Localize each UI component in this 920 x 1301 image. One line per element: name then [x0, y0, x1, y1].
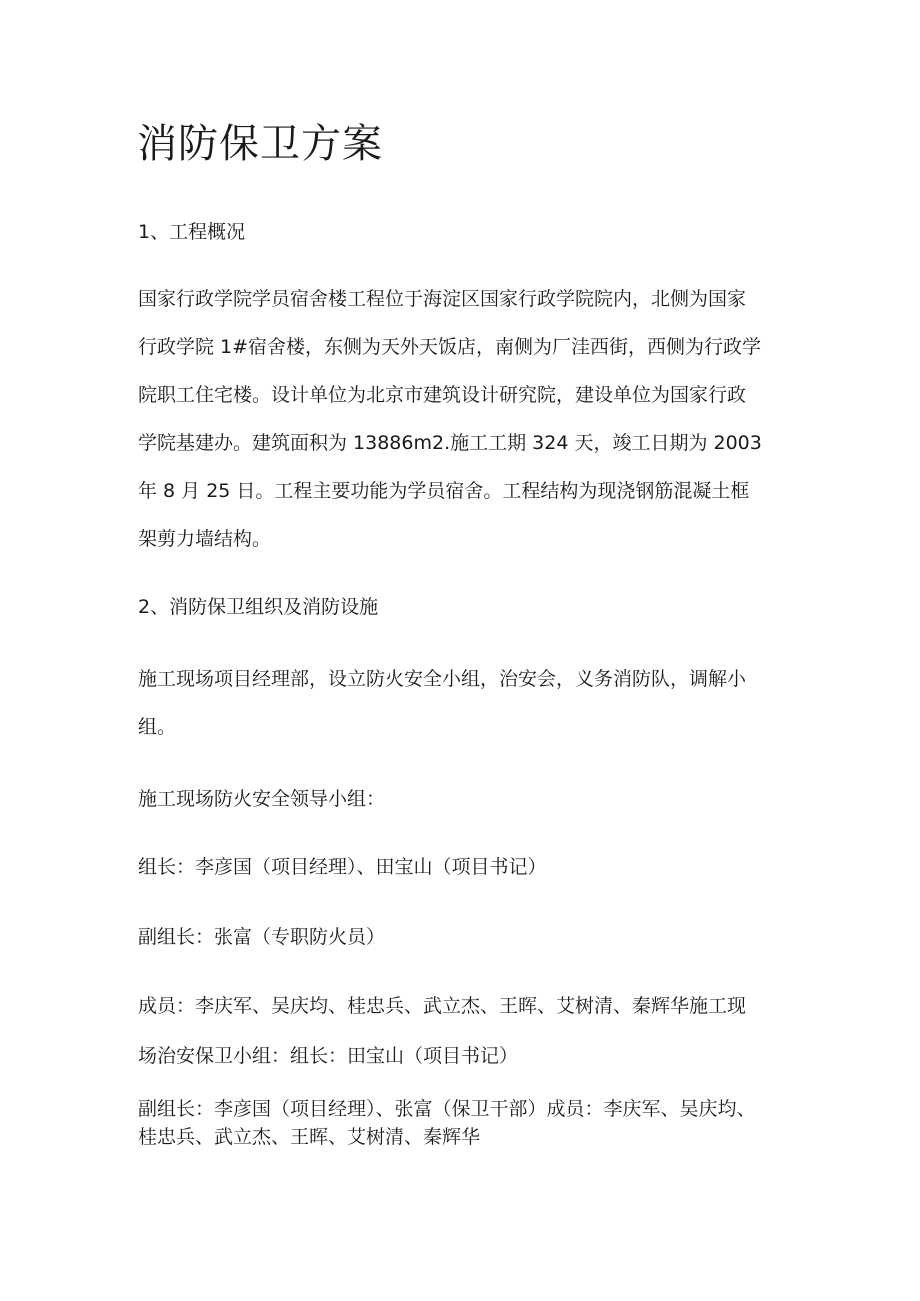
document-title: 消防保卫方案	[137, 121, 383, 167]
paragraph-line: 行政学院 1#宿舍楼，东侧为天外天饭店，南侧为厂洼西街，西侧为行政学	[138, 336, 762, 358]
paragraph-line: 成员：李庆军、吴庆均、桂忠兵、武立杰、王晖、艾树清、秦辉华施工现	[138, 995, 747, 1017]
paragraph-line: 桂忠兵、武立杰、王晖、艾树清、秦辉华	[138, 1126, 481, 1148]
paragraph-line: 施工现场项目经理部，设立防火安全小组，治安会，义务消防队，调解小	[138, 668, 747, 690]
paragraph-line: 组。	[138, 716, 177, 738]
paragraph-line: 院职工住宅楼。设计单位为北京市建筑设计研究院，建设单位为国家行政	[138, 384, 747, 406]
section-heading-project-overview: 1、工程概况	[138, 221, 246, 243]
paragraph-line: 施工现场防火安全领导小组：	[138, 788, 386, 810]
paragraph-line: 国家行政学院学员宿舍楼工程位于海淀区国家行政学院院内，北侧为国家	[138, 288, 747, 310]
paragraph-line: 年 8 月 25 日。工程主要功能为学员宿舍。工程结构为现浇钢筋混凝土框	[138, 480, 750, 502]
paragraph-line: 副组长：张富（专职防火员）	[138, 926, 386, 948]
paragraph-line: 学院基建办。建筑面积为 13886m2.施工工期 324 天，竣工日期为 2003	[138, 432, 762, 454]
paragraph-line: 副组长：李彦国（项目经理）、张富（保卫干部）成员：李庆军、吴庆均、	[138, 1098, 756, 1120]
paragraph-line: 架剪力墙结构。	[138, 528, 272, 550]
section-heading-fire-security: 2、消防保卫组织及消防设施	[138, 596, 379, 618]
paragraph-line: 场治安保卫小组：组长：田宝山（项目书记）	[138, 1045, 519, 1067]
paragraph-line: 组长：李彦国（项目经理）、田宝山（项目书记）	[138, 856, 547, 878]
